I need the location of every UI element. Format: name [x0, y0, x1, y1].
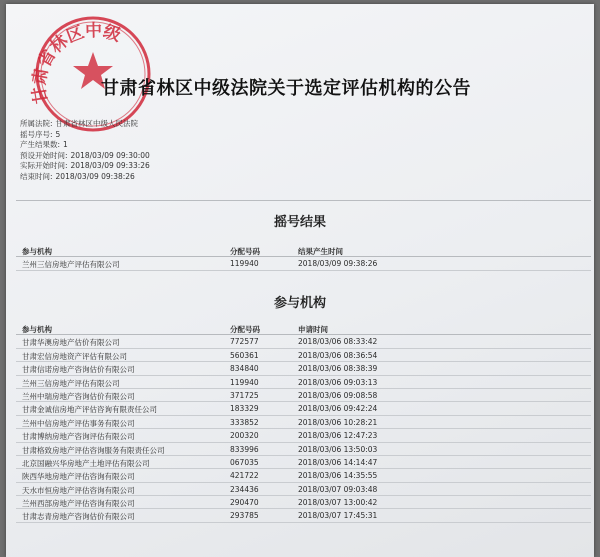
meta-value: 2018/03/09 09:33:26	[70, 161, 150, 171]
timestamp: 2018/03/06 10:28:21	[298, 417, 378, 427]
timestamp: 2018/03/06 14:14:47	[298, 457, 378, 467]
table-row	[16, 469, 591, 482]
assigned-number: 290470	[230, 498, 259, 508]
meta-label: 预设开始时间:	[20, 150, 68, 160]
org-name: 兰州西部房地产评估咨询有限公司	[22, 499, 135, 509]
table-row	[16, 349, 591, 362]
table-row	[16, 496, 591, 509]
org-name: 甘肃格致房地产评估咨询服务有限责任公司	[22, 445, 165, 455]
org-name: 甘肃博纳房地产咨询评估有限公司	[22, 432, 135, 442]
assigned-number: 834840	[230, 364, 259, 374]
header-number: 分配号码	[230, 325, 260, 334]
meta-value: 甘肃省林区中级人民法院	[55, 119, 139, 128]
assigned-number: 371725	[230, 390, 259, 400]
meta-row	[20, 140, 150, 151]
assigned-number: 119940	[230, 377, 259, 387]
timestamp: 2018/03/06 13:50:03	[298, 444, 378, 454]
participants-section-title: 参与机构	[273, 296, 326, 311]
meta-label: 摇号序号:	[20, 129, 53, 139]
timestamp: 2018/03/06 09:08:58	[298, 390, 378, 400]
timestamp: 2018/03/06 08:36:54	[298, 350, 378, 360]
meta-value: 5	[55, 129, 61, 139]
table-row	[16, 402, 591, 415]
timestamp: 2018/03/06 09:42:24	[298, 404, 378, 414]
timestamp: 2018/03/06 14:35:55	[298, 471, 378, 481]
meta-label: 实际开始时间:	[20, 161, 68, 171]
table-row	[16, 362, 591, 375]
court-seal-stamp	[28, 12, 158, 132]
timestamp: 2018/03/06 09:03:13	[298, 377, 378, 387]
participants-table	[16, 322, 591, 523]
org-name: 甘肃信诺房地产咨询估价有限公司	[22, 365, 135, 375]
assigned-number: 421722	[230, 471, 259, 481]
meta-label: 结束时间:	[20, 171, 53, 181]
assigned-number: 560361	[230, 350, 259, 360]
org-name: 兰州三信房地产评估有限公司	[22, 260, 120, 270]
table-row	[16, 456, 591, 469]
assigned-number: 183329	[230, 404, 259, 414]
table-row	[16, 416, 591, 429]
meta-row	[20, 151, 150, 162]
table-row	[16, 389, 591, 402]
table-row	[16, 443, 591, 456]
meta-row	[20, 161, 150, 172]
header-org: 参与机构	[22, 247, 52, 256]
page-title: 甘肃省林区中级法院关于选定评估机构的公告	[101, 78, 471, 99]
table-header	[16, 244, 591, 257]
timestamp: 2018/03/07 13:00:42	[298, 498, 378, 508]
timestamp: 2018/03/06 08:33:42	[298, 337, 378, 347]
assigned-number: 772577	[230, 337, 259, 347]
meta-value: 2018/03/09 09:38:26	[55, 171, 135, 181]
table-row	[16, 483, 591, 496]
meta-value: 1	[63, 140, 68, 150]
table-row	[16, 257, 591, 270]
table-row	[16, 376, 591, 389]
table-row	[16, 335, 591, 348]
timestamp: 2018/03/06 08:38:39	[298, 364, 378, 374]
header-number: 分配号码	[230, 247, 260, 256]
timestamp: 2018/03/07 17:45:31	[298, 511, 378, 521]
table-row	[16, 429, 591, 442]
org-name: 天水市恒房地产评估咨询有限公司	[22, 485, 135, 495]
org-name: 甘肃金诚信房地产评估咨询有限责任公司	[22, 405, 157, 415]
seal-lettering: 甘肃省林区中级	[29, 21, 124, 106]
assigned-number: 067035	[230, 457, 259, 467]
org-name: 兰州中信房地产评估事务有限公司	[22, 418, 135, 428]
meta-value: 2018/03/09 09:30:00	[70, 150, 150, 160]
header-org: 参与机构	[22, 325, 52, 334]
meta-label: 所属法院:	[20, 119, 53, 128]
assigned-number: 833996	[230, 444, 259, 454]
divider	[16, 200, 591, 201]
org-name: 甘肃华澳房地产估价有限公司	[22, 338, 120, 348]
meta-label: 产生结果数:	[20, 140, 61, 150]
table-header	[16, 322, 591, 335]
assigned-number: 293785	[230, 511, 259, 521]
timestamp: 2018/03/06 12:47:23	[298, 431, 378, 441]
org-name: 兰州三信房地产评估有限公司	[22, 378, 120, 388]
org-name: 北京国融兴华房地产土地评估有限公司	[22, 458, 150, 468]
org-name: 兰州中瑞房地产咨询估价有限公司	[22, 391, 135, 401]
assigned-number: 119940	[230, 259, 259, 269]
org-name: 甘肃宏信房地资产评估有限公司	[22, 351, 127, 361]
meta-row	[20, 172, 150, 183]
header-time: 申请时间	[298, 325, 328, 334]
timestamp: 2018/03/09 09:38:26	[298, 259, 378, 269]
result-section-title: 摇号结果	[273, 215, 326, 230]
org-name: 陕西华地房地产评估咨询有限公司	[22, 472, 135, 482]
assigned-number: 234436	[230, 484, 259, 494]
document-page	[6, 4, 594, 557]
announcement-meta	[20, 119, 150, 183]
assigned-number: 200320	[230, 431, 259, 441]
org-name: 甘肃志青房地产咨询估价有限公司	[22, 512, 135, 522]
timestamp: 2018/03/07 09:03:48	[298, 484, 378, 494]
table-row	[16, 509, 591, 522]
meta-row	[20, 130, 150, 141]
result-table	[16, 244, 591, 271]
meta-row	[20, 119, 150, 130]
header-time: 结果产生时间	[298, 247, 343, 256]
assigned-number: 333852	[230, 417, 259, 427]
